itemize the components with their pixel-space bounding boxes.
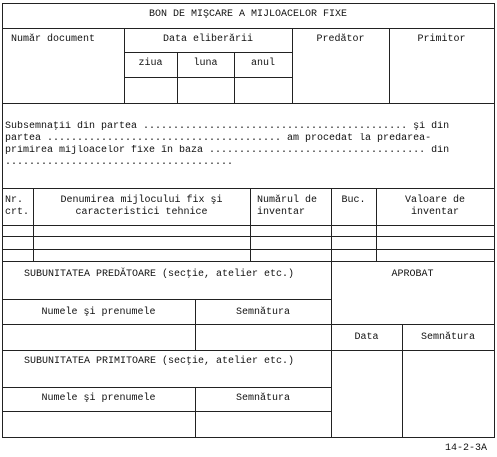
form-title: BON DE MIŞCARE A MIJLOACELOR FIXE <box>148 9 348 20</box>
primitor-label: Primitor <box>417 34 466 45</box>
inventory-value-header: Valoare de <box>404 195 465 206</box>
statement-line: partea ....................................... am procedat la predarea- <box>5 133 432 144</box>
frame-top <box>2 3 494 4</box>
frame-left <box>2 3 3 438</box>
predator-signature-label: Semnătura <box>235 307 290 318</box>
nr-crt-header: crt. <box>5 207 30 218</box>
issue-date-label: Data eliberării <box>162 34 253 45</box>
form-code: 14-2-3A <box>445 443 488 454</box>
asset-name-header: caracteristici tehnice <box>75 207 208 218</box>
day-label: ziua <box>138 58 163 69</box>
primitor-unit-title: SUBUNITATEA PRIMITOARE (secţie, atelier etc.) <box>24 356 295 367</box>
approved-date-label: Data <box>354 332 379 343</box>
approved-title: APROBAT <box>391 269 434 280</box>
inventory-number-header: inventar <box>257 207 306 218</box>
pieces-header: Buc. <box>341 195 366 206</box>
inventory-number-header: Numărul de <box>257 195 318 206</box>
inventory-value-header: inventar <box>410 207 459 218</box>
frame-right <box>494 3 495 438</box>
asset-name-header: Denumirea mijlocului fix şi <box>60 195 223 206</box>
statement-paragraph <box>5 121 493 169</box>
approved-signature-label: Semnătura <box>420 332 475 343</box>
statement-line: primirea mijloacelor fixe în baza .................................... din <box>5 145 450 156</box>
predator-unit-title: SUBUNITATEA PREDĂTOARE (secţie, atelier etc.) <box>24 269 295 280</box>
nr-crt-header: Nr. <box>5 195 24 206</box>
predator-name-label: Numele şi prenumele <box>41 307 156 318</box>
statement-line: Subsemnaţii din partea ............................................ şi din <box>5 121 450 132</box>
document-number-label: Număr document <box>11 34 96 45</box>
statement-line: ...................................... <box>5 157 234 168</box>
primitor-signature-label: Semnătura <box>235 393 290 404</box>
primitor-name-label: Numele şi prenumele <box>41 393 156 404</box>
year-label: anul <box>250 58 275 69</box>
predator-label: Predător <box>316 34 365 45</box>
frame-bottom <box>2 437 494 438</box>
month-label: luna <box>193 58 218 69</box>
